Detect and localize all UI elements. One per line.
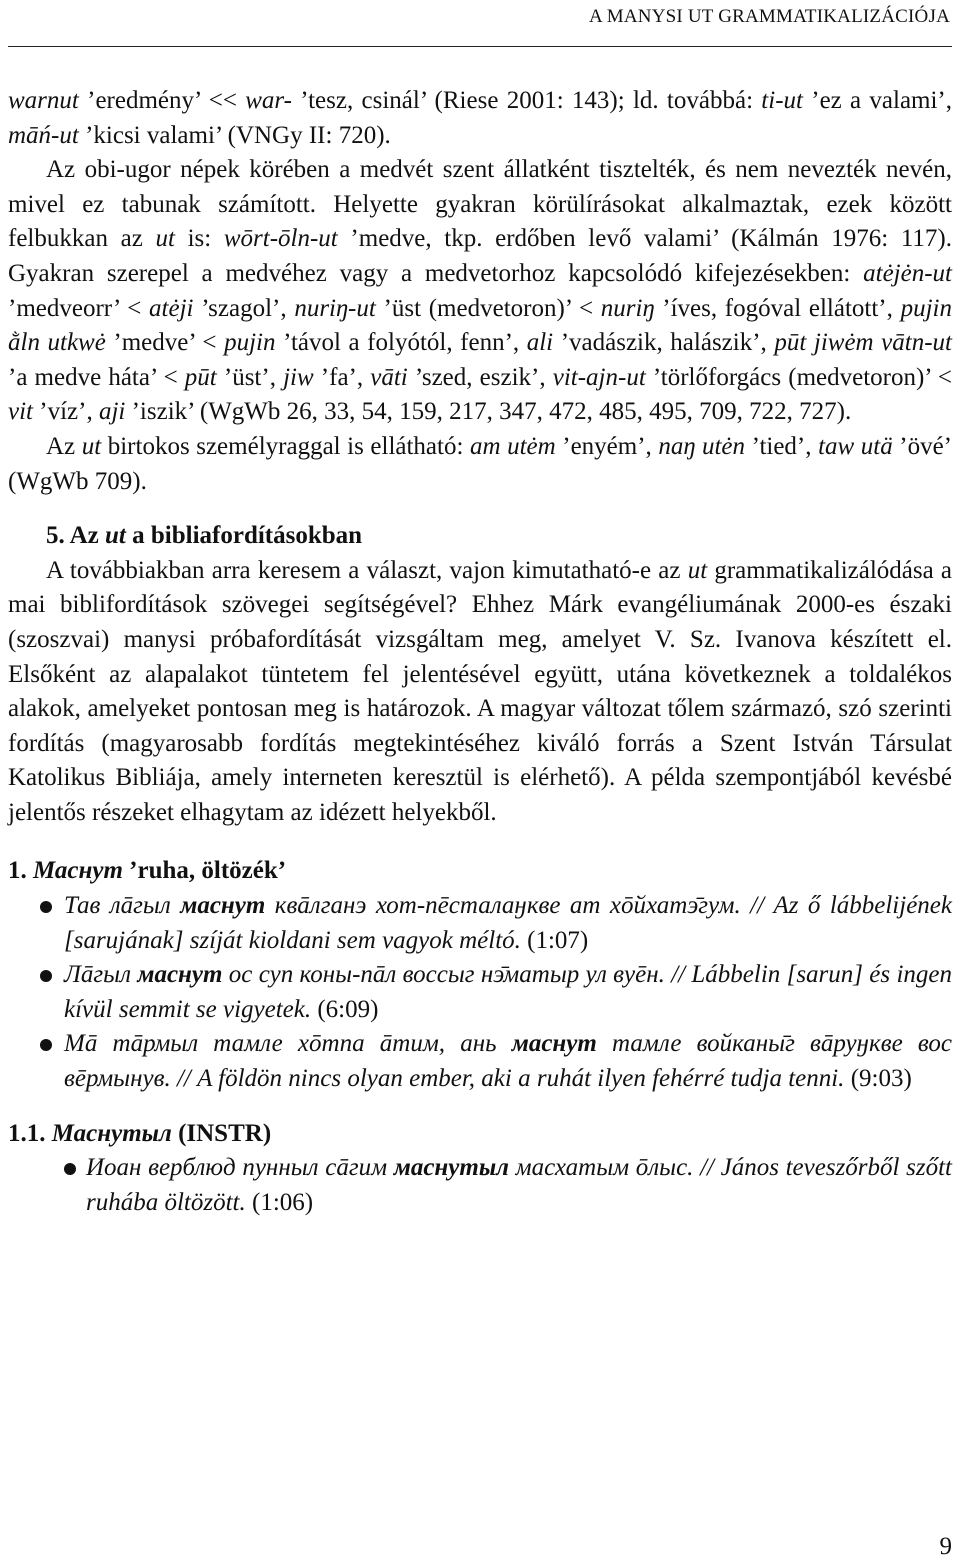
text-run: ’üst’, [216,363,284,391]
text-run: A továbbiakban arra keresem a választ, vajon kimutatható-e az [46,556,688,584]
term: jiw [283,363,314,391]
bullet-icon [40,901,52,913]
bullet-icon [40,1039,52,1051]
term: māń-ut [8,121,79,149]
spacer [8,830,952,854]
term: pūt [184,363,217,391]
spacer [8,1097,952,1117]
gloss: ’kicsi valami’ (VNGy II: 720). [78,121,391,149]
term: ti-ut [761,87,803,114]
paragraph-2 [8,153,952,430]
spacer [8,499,952,519]
text-run: ’medve, tkp. erdőben levő valami’ (Kálmán 1976: 117). Gyakran szerepel a medvéhez vagy a medvetorhoz kapcsolódó kifejezésekben: [8,225,953,287]
example-keyword: маснут [511,1030,597,1058]
term: atėji [149,294,194,322]
verse-reference: (6:09) [311,995,379,1023]
term: naŋ utėn [658,432,746,460]
term: nuriŋ-ut [294,294,376,322]
term: war- [245,87,292,114]
heading-number: 1. [8,857,33,885]
heading-term: ut [105,522,126,550]
term: ali [526,329,554,357]
paragraph-3 [8,430,952,499]
term: ut [81,432,102,460]
gloss: ’tesz, csinál’ (Riese 2001: 143); ld. továbbá: [291,87,762,114]
text-run: ’tied’, [745,432,819,460]
example-item [8,1027,952,1096]
text-run: ’medve’ < [105,329,225,357]
bullet-icon [64,1163,76,1175]
text-run: ’íves, fogóval ellátott’, [654,294,901,322]
text-run: ’törlőforgács (medvetoron)’ < [645,363,952,391]
term: vit-ajn-ut [552,363,646,391]
text-run: ’medveorr’ < [8,294,150,322]
term: taw utä [818,432,893,460]
gloss: ’eredmény’ << [78,87,246,114]
text-run: ’fa’, [313,363,371,391]
example-text: Лāгыл [64,961,138,989]
term: ut [155,225,175,253]
verse-reference: (1:07) [520,926,589,954]
heading-number: 1.1. [8,1119,52,1147]
example-text: масхатым ōлыс. // János teveszőrből szőtt ruhába öltözött. [86,1154,952,1216]
bullet-icon [40,970,52,982]
text-run: ’övé’ (WgWb 709). [8,432,953,495]
section-heading-5 [8,519,952,554]
text-run: ’víz’, [33,398,99,426]
text-run: ’iszik’ (WgWb 26, 33, 54, 159, 217, 347, 472, 485, 495, 709, 722, 727). [125,398,852,426]
term: ut [687,556,708,584]
verse-reference: (1:06) [245,1188,314,1216]
example-text: тамле войканы̄г вāруӈкве вос вēрмынув. // A földön nincs olyan ember, aki a ruhát ilyen fehérré tudja tenni. [64,1030,952,1093]
heading-text: 5. Az [46,522,106,550]
header-rule [8,46,952,47]
heading-gloss: ’ruha, öltözék’ [122,857,287,885]
heading-text: a bibliafordításokban [125,522,363,550]
term: nuriŋ [600,294,655,322]
heading-gloss: (INSTR) [171,1119,272,1147]
term: am utėm [469,432,556,460]
heading-term: Маснут [33,857,123,885]
subheading-1 [8,854,952,889]
example-text: квāлганэ хот-пēсталаӈкве ат хōйхатэ̄гум. // Az ő lábbelijének [sarujának] szíját kioldani sem vagyok méltó. [64,892,952,954]
text-run: ’távol a folyótól, fenn’, [275,329,527,357]
running-head: A MANYSI UT GRAMMATIKALIZÁCIÓJA [588,6,950,27]
example-text: Иоан верблюд пунныл сāгим [86,1154,394,1182]
example-item [8,1151,952,1220]
heading-term: Маснутыл [51,1119,172,1147]
body-text [8,84,952,1220]
text-run: grammatikalizálódása a mai biblifordítások szövegei segítségével? Ehhez Márk evangéliumának 2000-es északi (szoszvai) manysi próbafordítását vizsgáltam meg, amelyet V. Sz. Ivanova készített el. Elsőként az alapalakot tüntetem fel jelentésével együtt, utána következnek a toldalékos alakok, amelyeket pontosan meg is határozok. A magyar változat tőlem származó, szó szerinti fordítás (magyarosabb fordítás megtekintéséhez kiváló forrás a Szent István Társulat Katolikus Bibliája, amely interneten keresztül is elérhető). A példa szempontjából kevésbé jelentős részeket elhagytam az idézett helyekből. [8,556,952,826]
example-keyword: маснут [137,961,223,989]
gloss: ’ez a valami’, [802,87,953,114]
verse-reference: (9:03) [844,1065,912,1093]
term: wōrt-ōln-ut [223,225,338,253]
text-run: ’üst (medvetoron)’ < [375,294,601,322]
text-run: is: [174,225,224,253]
example-keyword: маснутыл [393,1154,510,1182]
paragraph-4 [8,554,952,831]
text-run: Az [46,432,82,460]
example-item [8,958,952,1027]
page-number: 9 [939,1533,952,1560]
term: aji [98,398,126,426]
example-item [8,889,952,958]
term: warnut [8,87,79,114]
term: pūt jiwėm vātn-ut [774,329,952,357]
term: atėjėn-ut [863,259,952,287]
example-text: Мā тāрмыл тамле хōтпа āтим, ань [64,1030,512,1058]
example-text: ос суп коны-пāл воссыг нэ̄матыр ул вуēн. // Lábbelin [sarun] és ingen kívül semmit se vigyetek. [64,961,952,1023]
subheading-1-1 [8,1117,952,1152]
example-text: Тав лāгыл [64,892,181,920]
term: vāti [370,363,408,391]
text-run: ’enyém’, [555,432,659,460]
text-run: ’szed, eszik’, [407,363,553,391]
term: vit [8,398,33,426]
term: pujin [224,329,276,357]
text-run: ’vadászik, halászik’, [553,329,775,357]
term: pujin ằln utkwė [8,294,952,357]
text-run: Az obi-ugor népek körében a medvét szent állatként tisztelték, és nem nevezték nevén, mivel ez tabunak számított. Helyette gyakran körülírásokat alkalmaztak, ezek között felbukkan az [8,156,952,253]
example-keyword: маснут [180,892,266,920]
text-run: ’a medve háta’ < [8,363,185,391]
text-run: birtokos személyraggal is ellátható: [101,432,470,460]
paragraph-1 [8,84,952,153]
text-run: ’szagol’, [193,294,295,322]
